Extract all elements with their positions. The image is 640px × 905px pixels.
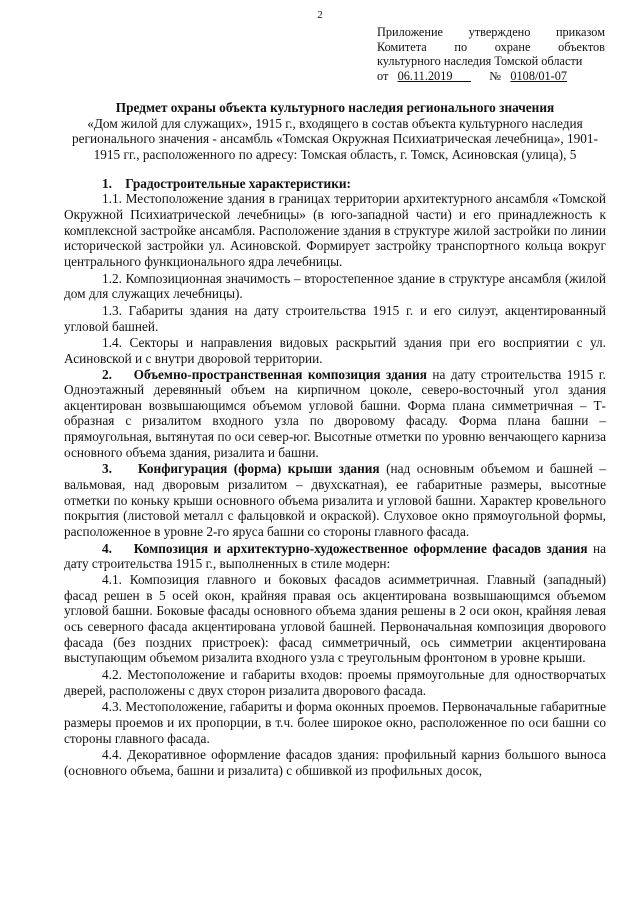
approval-date-line (377, 69, 605, 84)
section-4-text: на дату строительства 1915 г., выполненных в стиле модерн: (64, 540, 606, 572)
paragraph-4-2: 4.2. Местоположение и габариты входов: проемы прямоугольные для одностворчатых дверей, расположены с двух сторон ризалита дворового фасада. (64, 666, 606, 698)
section-4-paragraph (64, 541, 606, 572)
section-3-text: (над основным объемом и башней – вальмовая, над дворовым ризалитом – двухскатная), ее габаритные размеры, высотные отметки по коньку крыши основного объема ризалита и угловой башни. Характер кровельного покрытия (листовой металл с фальцовкой и окраской). Слуховое окно прямоугольной формы, расположенное в уровне 2-го яруса башни со стороны главного фасада. (64, 461, 606, 540)
approval-line-2: Комитета по охране объектов (377, 39, 605, 54)
section-3-paragraph (64, 461, 606, 539)
paragraph-1-1: 1.1. Местоположение здания в границах территории архитектурного ансамбля «Томской Окружной Психиатрической лечебницы» (в юго-западной части) и его принадлежность к комплексной застройке ансамбля. Расположение здания в структуре жилой застройки по линии исторической застройки ул. Асиновской. Формирует застройку транспортного кольца вокруг центрального функционального ядра лечебницы. (64, 191, 606, 269)
page-number: 2 (317, 9, 323, 21)
document-body (64, 100, 606, 779)
section-2-text: на дату строительства 1915 г. Одноэтажный деревянный объем на кирпичном цоколе, северо-восточный угол здания акцентирован возвышающимся объемом угловой башни. Форма плана симметричная – Т-образная с ризалитом входного узла по дворовому фасаду. Форма плана башни – прямоугольная, вытянутая по оси север-юг. Высотные отметки по уровню венчающего карниза основного объема здания, ризалита и башни. (64, 366, 606, 460)
paragraph-1-3: 1.3. Габариты здания на дату строительства 1915 г. и его силуэт, акцентированный угловой башней. (64, 302, 606, 334)
document-title (64, 100, 606, 163)
approval-from: от (377, 68, 389, 83)
approval-number-sign: № (489, 68, 502, 83)
paragraph-1-4: 1.4. Секторы и направления видовых раскрытий здания при его восприятии с ул. Асиновской и с внутри дворовой территории. (64, 335, 606, 366)
approval-line-3: культурного наследия Томской области (377, 54, 583, 69)
approval-line-1: Приложение утверждено приказом (377, 25, 605, 39)
section-4-heading: 4. Композиция и архитектурно-художественное оформление фасадов здания (102, 540, 588, 556)
title-bold: Предмет охраны объекта культурного наследия регионального значения (115, 100, 555, 115)
approval-stamp (377, 25, 605, 83)
section-2-paragraph (64, 367, 606, 461)
paragraph-4-1: 4.1. Композиция главного и боковых фасадов асимметричная. Главный (западный) фасад решен в 5 осей окон, крайняя правая ось акцентирована возвышающимся объемом угловой башни. Боковые фасады основного объема здания решены в 2 оси окон, крайняя левая ось северного фасада акцентирована угловой башней. Первоначальная композиция дворового фасада (без поздних пристроек): фасад симметричный, ось симметрии акцентирована выступающим объемом ризалита входного узла с треугольным фронтоном в уровне крыши. (64, 572, 606, 666)
paragraph-4-3: 4.3. Местоположение, габариты и форма оконных проемов. Первоначальные габаритные размеры проемов и их пропорции, в т.ч. более широкое окно, расположенное по оси башни со стороны главного фасада. (64, 699, 606, 746)
paragraph-4-4: 4.4. Декоративное оформление фасадов здания: профильный карниз большого выноса (основного объема, башни и ризалита) с обшивкой из профильных досок, (64, 747, 606, 778)
approval-date: 06.11.2019 (397, 68, 453, 83)
section-2-heading: 2. Объемно-пространственная композиция здания (102, 366, 428, 382)
title-object: «Дом жилой для служащих», 1915 г., входящего в состав объекта культурного наследия регионального значения - ансамбль «Томская Окружная Психиатрическая лечебница», 1901-1915 гг., расположенного по адресу: Томская область, г. Томск, Асиновская (улица), 5 (71, 115, 599, 162)
approval-number: 0108/01-07 (510, 68, 568, 83)
section-1-heading: 1. Градостроительные характеристики: (102, 175, 351, 191)
paragraph-1-2: 1.2. Композиционная значимость – второстепенное здание в структуре ансамбля (жилой дом для служащих лечебницы). (64, 270, 606, 302)
section-3-heading: 3. Конфигурация (форма) крыши здания (102, 461, 380, 477)
